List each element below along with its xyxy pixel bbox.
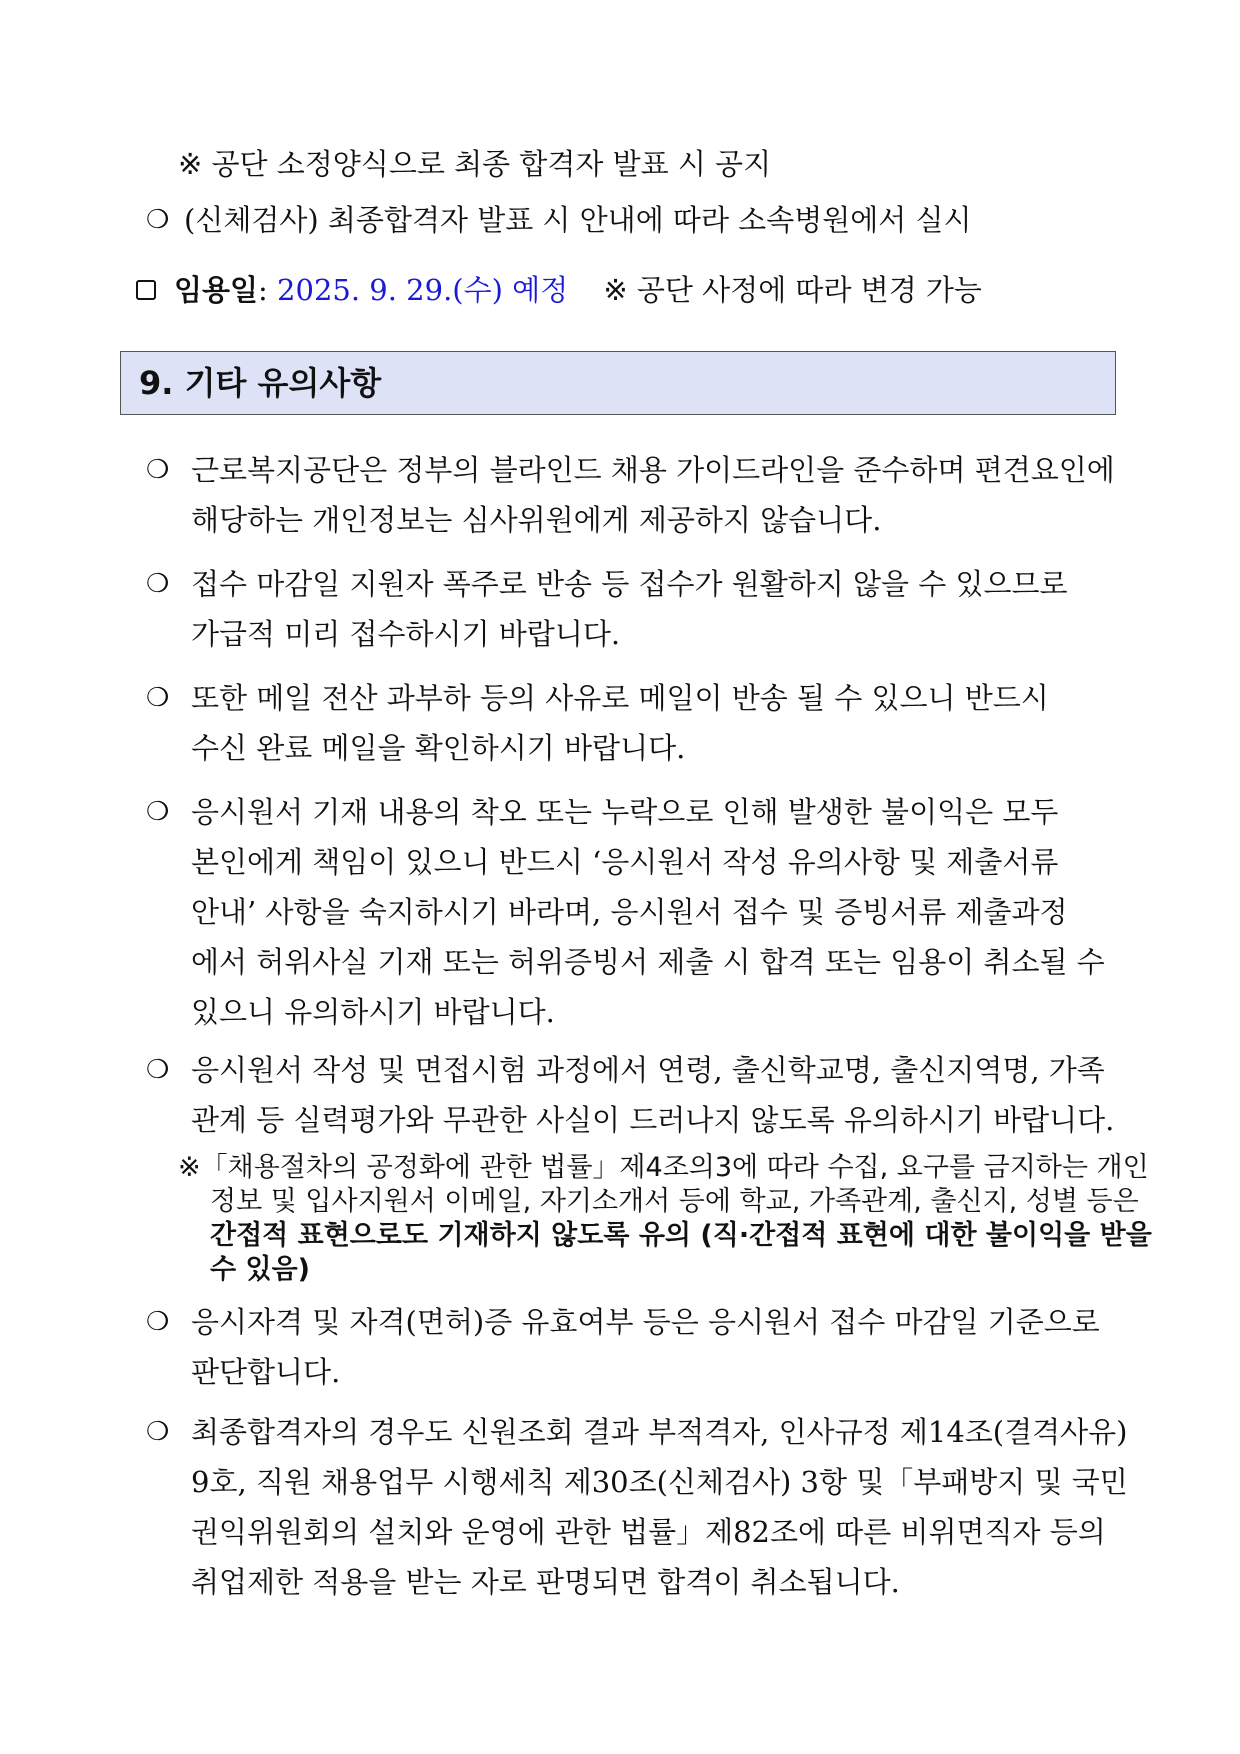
bullet-icon: ❍	[146, 1055, 170, 1085]
bullet-icon: ❍	[146, 569, 170, 599]
bullet-icon: ❍	[146, 1417, 170, 1447]
item-line: 에서 허위사실 기재 또는 허위증빙서 제출 시 합격 또는 임용이 취소될 수	[191, 945, 1105, 979]
section-title: 9. 기타 유의사항	[139, 364, 382, 402]
physical-exam-text: (신체검사) 최종합격자 발표 시 안내에 따라 소속병원에서 실시	[184, 203, 972, 237]
bullet-icon: ❍	[146, 1307, 170, 1337]
item-line: 해당하는 개인정보는 심사위원에게 제공하지 않습니다.	[191, 503, 882, 537]
appointment-date: 2025. 9. 29.(수) 예정	[277, 273, 569, 307]
item-line: 있으니 유의하시기 바랍니다.	[191, 995, 555, 1029]
appointment-note: ※ 공단 사정에 따라 변경 가능	[603, 273, 982, 307]
item-line: 관계 등 실력평가와 무관한 사실이 드러나지 않도록 유의하시기 바랍니다.	[191, 1103, 1115, 1137]
legal-note-line-bold: 간접적 표현으로도 기재하지 않도록 유의 (직·간접적 표현에 대한 불이익을 받을	[210, 1220, 1152, 1251]
bullet-icon: ❍	[146, 683, 170, 713]
item-line: 응시원서 작성 및 면접시험 과정에서 연령, 출신학교명, 출신지역명, 가족	[191, 1053, 1105, 1087]
item-line: 본인에게 책임이 있으니 반드시 ‘응시원서 작성 유의사항 및 제출서류	[191, 845, 1059, 879]
appointment-label: 임용일	[174, 273, 259, 307]
item-line: 응시원서 기재 내용의 착오 또는 누락으로 인해 발생한 불이익은 모두	[191, 795, 1059, 829]
legal-note-line-bold: 수 있음)	[210, 1254, 310, 1285]
item-line: 최종합격자의 경우도 신원조회 결과 부적격자, 인사규정 제14조(결격사유)	[191, 1415, 1128, 1449]
item-line: 수신 완료 메일을 확인하시기 바랍니다.	[191, 731, 686, 765]
bullet-icon: ❍	[146, 205, 170, 235]
bullet-icon: ❍	[146, 797, 170, 827]
legal-note-line: 정보 및 입사지원서 이메일, 자기소개서 등에 학교, 가족관계, 출신지, 성별 등은	[210, 1186, 1139, 1217]
item-line: 9호, 직원 채용업무 시행세칙 제30조(신체검사) 3항 및「부패방지 및 국민	[191, 1465, 1128, 1499]
disclosure-note: ※ 공단 소정양식으로 최종 합격자 발표 시 공지	[178, 147, 772, 181]
item-line: 응시자격 및 자격(면허)증 유효여부 등은 응시원서 접수 마감일 기준으로	[191, 1305, 1100, 1339]
item-line: 또한 메일 전산 과부하 등의 사유로 메일이 반송 될 수 있으니 반드시	[191, 681, 1049, 715]
appointment-colon: :	[258, 273, 268, 307]
item-line: 접수 마감일 지원자 폭주로 반송 등 접수가 원활하지 않을 수 있으므로	[191, 567, 1068, 601]
item-line: 가급적 미리 접수하시기 바랍니다.	[191, 617, 621, 651]
bullet-icon: ❍	[146, 455, 170, 485]
item-line: 권익위원회의 설치와 운영에 관한 법률」제82조에 따른 비위면직자 등의	[191, 1515, 1106, 1549]
appointment-line	[174, 270, 982, 310]
legal-note-line: ※「채용절차의 공정화에 관한 법률」제4조의3에 따라 수집, 요구를 금지하는 개인	[178, 1152, 1149, 1183]
item-line: 판단합니다.	[191, 1355, 341, 1389]
section-heading-box	[120, 351, 1116, 415]
item-line: 안내’ 사항을 숙지하시기 바라며, 응시원서 접수 및 증빙서류 제출과정	[191, 895, 1068, 929]
item-line: 근로복지공단은 정부의 블라인드 채용 가이드라인을 준수하며 편견요인에	[191, 453, 1115, 487]
item-line: 취업제한 적용을 받는 자로 판명되면 합격이 취소됩니다.	[191, 1565, 900, 1599]
checkbox-icon	[136, 280, 156, 300]
